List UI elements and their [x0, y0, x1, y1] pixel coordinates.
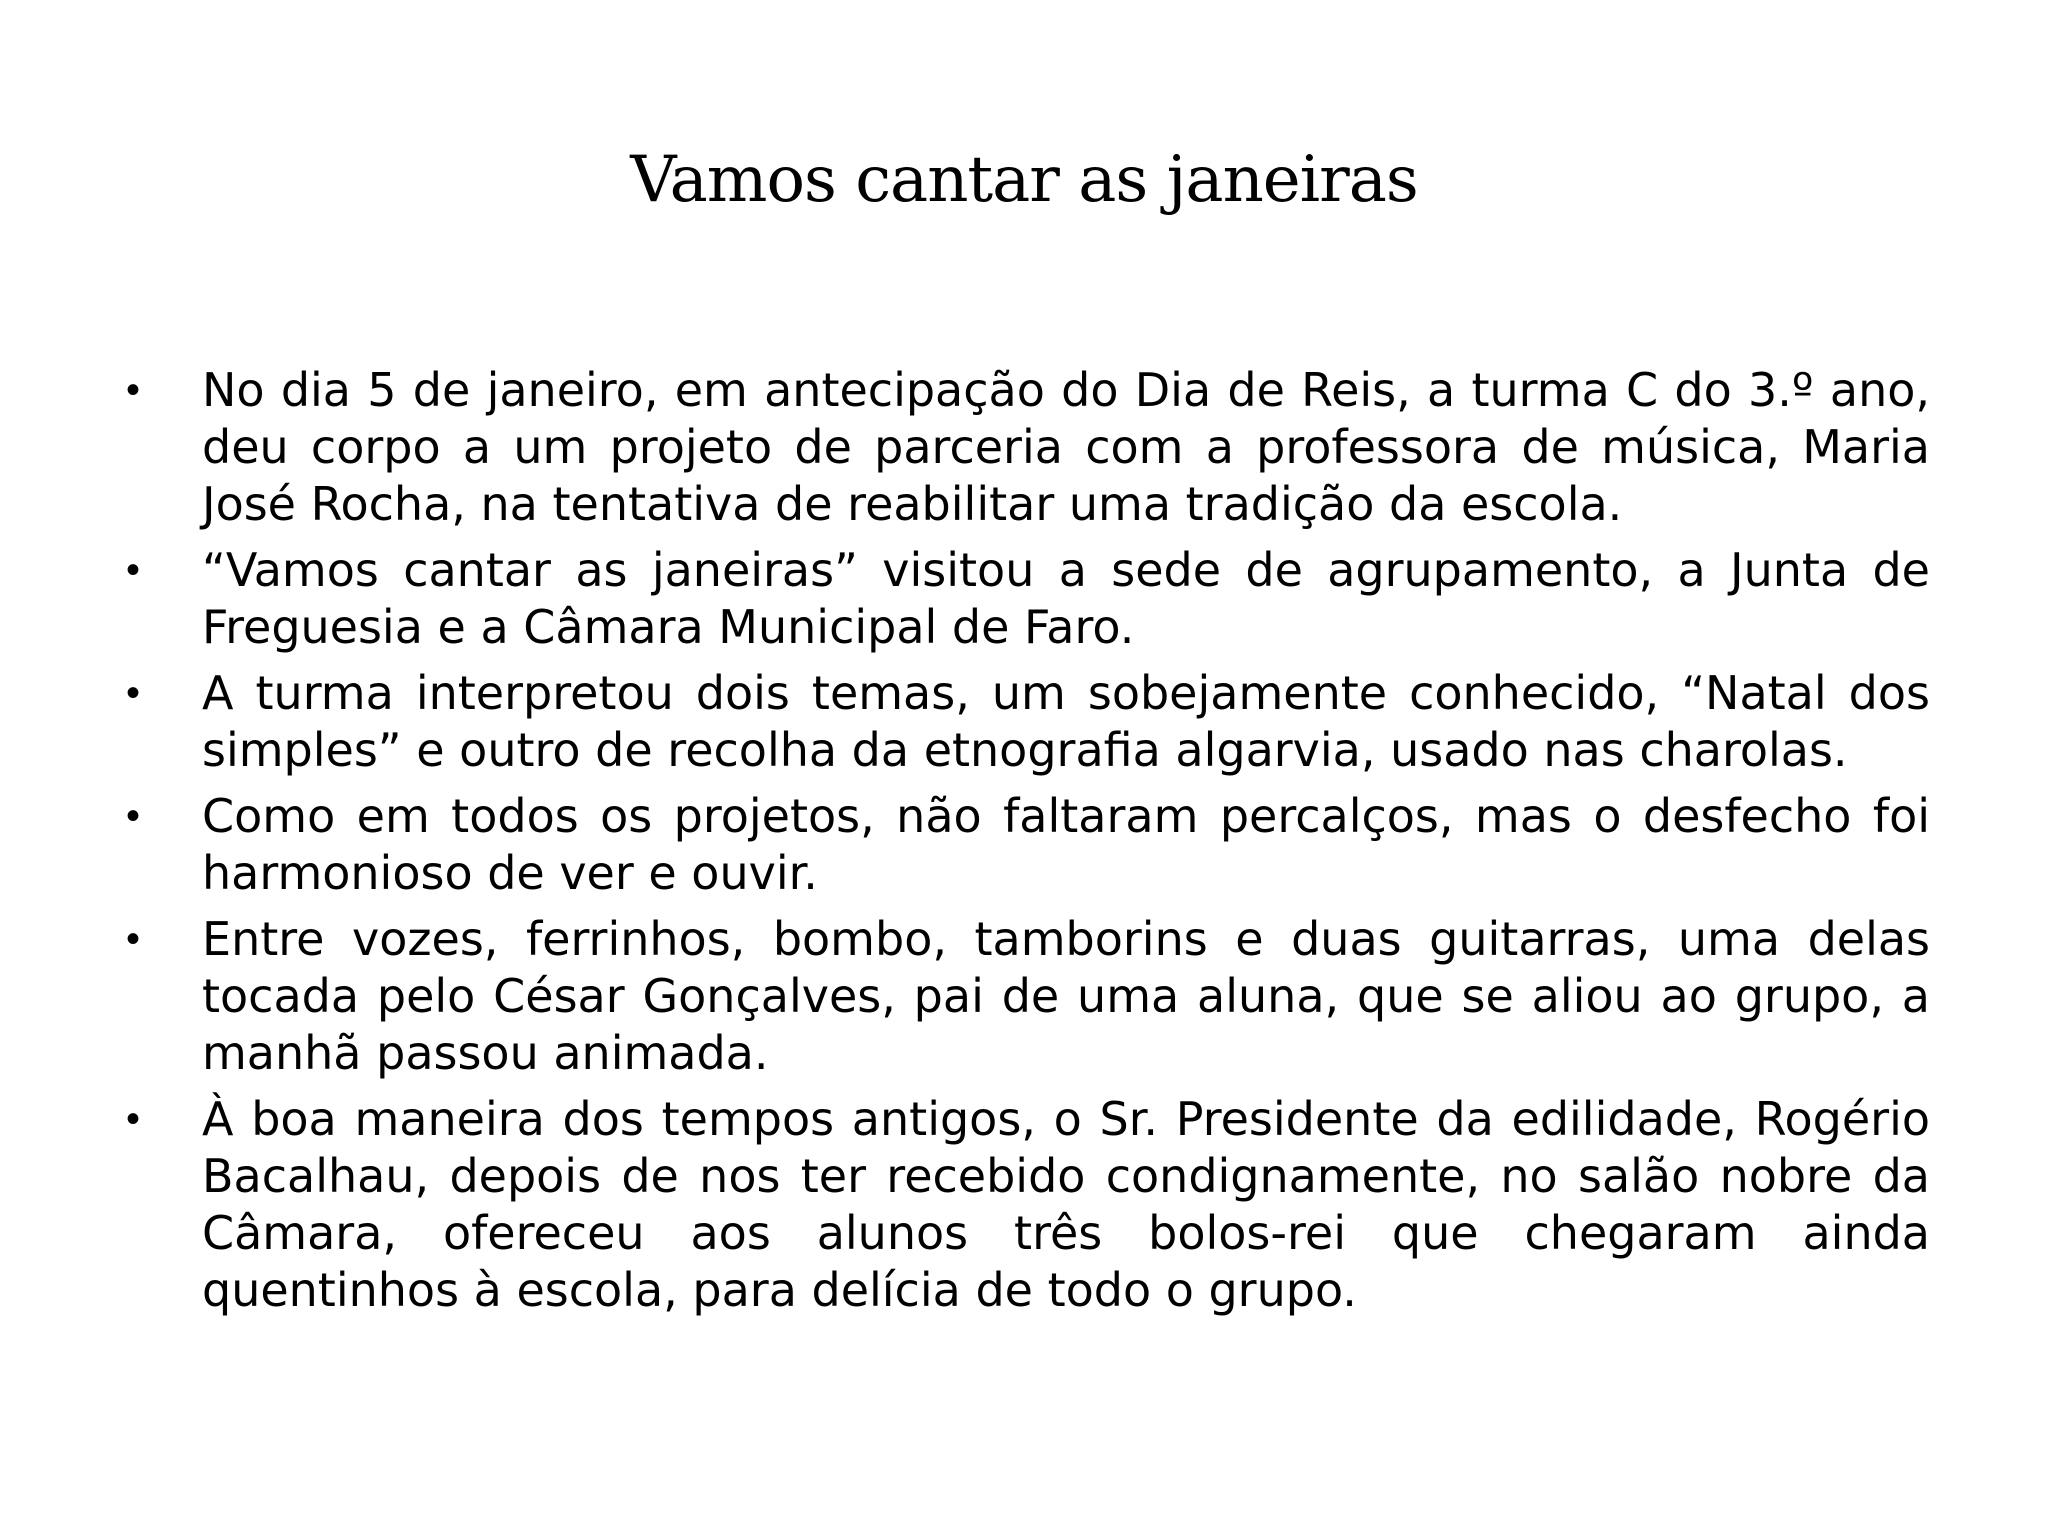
bullet-item [120, 542, 1930, 656]
bullet-item [120, 911, 1930, 1082]
bullet-text: “Vamos cantar as janeiras” visitou a sede de agrupamento, a Junta de Freguesia e a Câmara Municipal de Faro. [202, 543, 1930, 654]
bullet-icon: • [126, 671, 141, 715]
bullet-icon: • [126, 548, 141, 592]
bullet-list [120, 362, 1930, 1328]
bullet-item [120, 1091, 1930, 1319]
bullet-item [120, 362, 1930, 533]
bullet-text: No dia 5 de janeiro, em antecipação do Dia de Reis, a turma C do 3.º ano, deu corpo a um projeto de parceria com a professora de música, Maria José Rocha, na tentativa de reabilitar uma tradição da escola. [202, 363, 1930, 531]
slide-title: Vamos cantar as janeiras [630, 143, 1418, 217]
bullet-icon: • [126, 917, 141, 961]
bullet-item [120, 665, 1930, 779]
bullet-item [120, 788, 1930, 902]
bullet-icon: • [126, 794, 141, 838]
bullet-text: Como em todos os projetos, não faltaram percalços, mas o desfecho foi harmonioso de ver e ouvir. [202, 789, 1930, 900]
bullet-icon: • [126, 368, 141, 412]
bullet-text: A turma interpretou dois temas, um sobejamente conhecido, “Natal dos simples” e outro de recolha da etnografia algarvia, usado nas charolas. [202, 666, 1930, 777]
bullet-icon: • [126, 1097, 141, 1141]
bullet-text: À boa maneira dos tempos antigos, o Sr. Presidente da edilidade, Rogério Bacalhau, depois de nos ter recebido condignamente, no salão nobre da Câmara, ofereceu aos alunos três bolos-rei que chegaram ainda quentinhos à escola, para delícia de todo o grupo. [202, 1092, 1930, 1317]
bullet-text: Entre vozes, ferrinhos, bombo, tamborins e duas guitarras, uma delas tocada pelo César Gonçalves, pai de uma aluna, que se aliou ao grupo, a manhã passou animada. [202, 912, 1930, 1080]
